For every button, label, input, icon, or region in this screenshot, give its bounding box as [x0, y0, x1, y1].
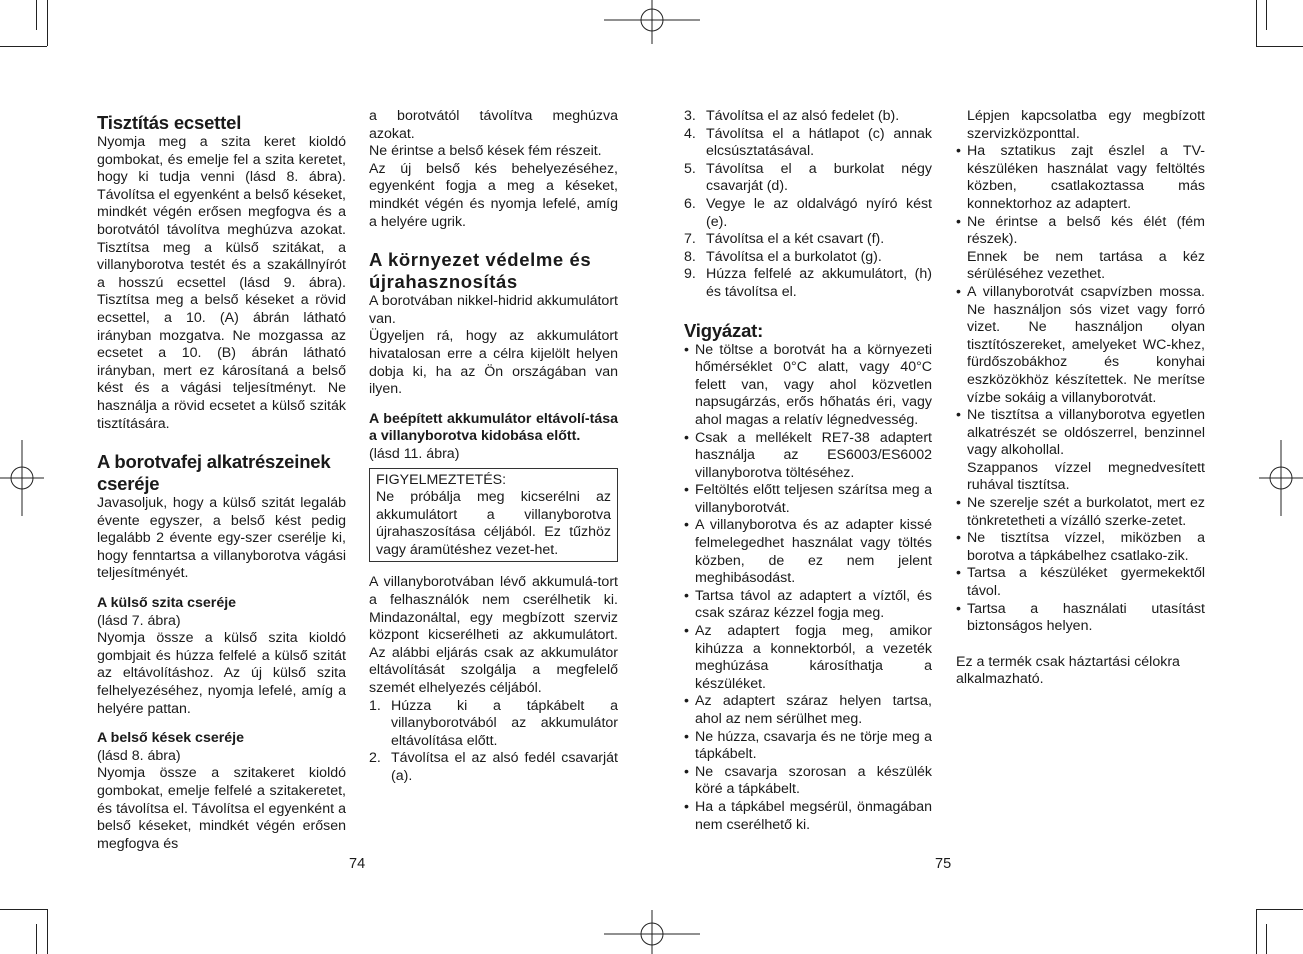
list-item: 8. Távolítsa el a burkolatot (g). [684, 248, 882, 265]
warning-title: FIGYELMEZTETÉS: [376, 471, 507, 488]
column-2 [369, 108, 618, 786]
registration-mark-right [1259, 440, 1303, 516]
column-4 [956, 108, 1205, 689]
list-item: • A villanyborotvát csapvízben mossa. Ne használjon sós vizet vagy forró vizet. Ne használjon olyan tisztítószereket, amelyeket WC-khez, fürdőszobákhoz és konyhai eszközökhöz készítettek. Ne merítse vízbe sokáig a villanyborotvát. [956, 284, 1205, 407]
list-item: 7. Távolítsa el a két csavart (f). [684, 231, 885, 248]
crop-mark [36, 924, 37, 954]
list-item: • Ne érintse a belső kés élét (fém részek). Ennek be nem tartása a kéz sérüléséhez vezethet. [956, 214, 1205, 284]
paragraph-do-not-touch: Ne érintse a belső kések fém részeit. [369, 143, 602, 160]
crop-mark [0, 46, 47, 47]
list-item: • Ha sztatikus zajt észlel a TV-készüléken használat vagy feltöltés közben, csatlakoztassa más konnektorhoz az adaptert. [956, 143, 1205, 213]
removal-steps-1 [369, 698, 618, 786]
list-item: • Tartsa a készüléket gyermekektől távol. [956, 565, 1205, 600]
crop-mark [1256, 0, 1257, 46]
list-item: • Az adaptert száraz helyen tartsa, ahol az nem sérülhet meg. [684, 693, 932, 728]
registration-mark-left [0, 440, 44, 516]
warning-box [369, 468, 618, 563]
list-item: 9. Húzza felfelé az akkumulátort, (h) és távolítsa el. [684, 266, 932, 300]
list-item: • Az adaptert fogja meg, amikor kihúzza a konnektorból, a vezeték meghúzása károsíthatja a készüléket. [684, 623, 932, 693]
paragraph-new-blades: Az új belső kés behelyezéséhez, egyenként fogja a meg a késeket, mindkét végén és nyomja lefelé, amíg a helyére ugrik. [369, 160, 618, 230]
paragraph-cleaning: Nyomja meg a szita keret kioldó gombokat, és emelje fel a szita keretet, hogy ki tudja venni (lásd 8. ábra). Távolítsa el egyenként a belső késeket, mindkét végén erősen megfogva és a borotvától távolítva meghúzva azokat. Tisztítsa meg a külső szitákat, a villanyborotva testét és a szakállnyírót a hosszú ecsettel (lásd 9. ábra). Tisztítsa meg a belső késeket a rövid ecsettel, a 10. (A) ábrán látható irányban mozgatva. Ne mozgassa az ecsetet a 10. (B) ábrán látható irányban, mert ez károsítaná a belső kést és a vágási teljesítményt. Ne használja a rövid ecsetet a külső sziták tisztítására. [97, 134, 346, 432]
list-item: 3. Távolítsa el az alsó fedelet (b). [684, 108, 900, 124]
see-figure-7: (lásd 7. ábra) [97, 612, 181, 629]
list-item: 6. Vegye le az oldalvágó nyíró kést (e). [684, 195, 932, 230]
list-item: 4. Távolítsa el a hátlapot (c) annak elcsúsztatásával. [684, 125, 932, 160]
crop-mark [47, 0, 48, 46]
list-item: • Feltöltés előtt teljesen szárítsa meg a villanyborotvát. [684, 482, 932, 517]
crop-mark [1256, 46, 1303, 47]
list-item: • Ne csavarja szorosan a készülék köré a tápkábelt. [684, 764, 932, 799]
list-item: • Ne húzza, csavarja és ne törje meg a tápkábelt. [684, 729, 932, 764]
paragraph-env-1: A borotvában nikkel-hidrid akkumulátort van. [369, 293, 618, 327]
see-figure-11: (lásd 11. ábra) [369, 445, 460, 462]
column-1 [97, 108, 346, 853]
paragraph-env-2: Ügyeljen rá, hogy az akkumulátort hivatalosan erre a célra kijelölt helyen dobja ki, ha az Ön országában van ilyen. [369, 328, 618, 398]
crop-mark [1256, 909, 1257, 954]
see-figure-8: (lásd 8. ábra) [97, 747, 181, 764]
page-number-right: 75 [935, 856, 952, 872]
crop-mark [1256, 909, 1303, 910]
crop-mark [47, 909, 48, 954]
paragraph-inner-blades: Nyomja össze a szitakeret kioldó gombokat, emelje felfelé a szitakeretet, és távolítsa el. Távolítsa el egyenként a belső késeket, mindkét végén erősen megfogva és [97, 765, 346, 852]
registration-mark-top [604, 0, 700, 44]
paragraph-parts: Javasoljuk, hogy a külső szitát legaláb évente egyszer, a belső kést pedig legalább 2 évente egy-szer cserélje ki, hogy fenntartsa a villanyborotva vágási teljesítményét. [97, 495, 346, 582]
paragraph-contact-service: Lépjen kapcsolatba egy megbízott szervizközponttal. [967, 108, 1205, 142]
heading-environment: A környezet védelme és újrahasznosítás [369, 249, 592, 293]
caution-list [684, 342, 932, 835]
list-item: • Ne töltse a borotvát ha a környezeti hőmérséklet 0°C alatt, vagy 40°C felett van, vagy ahol közvetlen napsugárzás, erős hőhatás éri, vagy ahol magas a relatív légnedvesség. [684, 342, 932, 430]
crop-mark [36, 0, 37, 30]
crop-mark [1266, 924, 1267, 954]
heading-cleaning: Tisztítás ecsettel [97, 112, 242, 133]
list-item: • Ne szerelje szét a burkolatot, mert ez tönkretetheti a vízálló szerke-zetet. [956, 495, 1205, 530]
heading-inner-blades: A belső kések cseréje [97, 730, 244, 747]
list-item: 1. Húzza ki a tápkábelt a villanyborotvából az akkumulátor eltávolítása előtt. [369, 697, 618, 749]
page-number-left: 74 [349, 856, 366, 872]
list-item: 5. Távolítsa el a burkolat négy csavarját (d). [684, 160, 932, 195]
list-item: • Ne tisztítsa a villanyborotva egyetlen alkatrészét se oldószerrel, benzinnel vagy alkohollal. Szappanos vízzel megnedvesített ruhával tisztítsa. [956, 407, 1205, 495]
paragraph-outer-foil: Nyomja össze a külső szita kioldó gombjait és húzza felfelé a külső szitát az eltávolításhoz. Az új külső szita felhelyezéséhez, nyomja lefelé, amíg a helyére pattan. [97, 630, 346, 717]
list-item: • Csak a mellékelt RE7-38 adaptert használja az ES6003/ES6002 villanyborotva töltéséhez. [684, 430, 932, 483]
list-item: • Tartsa a használati utasítást biztonságos helyen. [956, 601, 1205, 636]
paragraph-battery: A villanyborotvában lévő akkumulá-tort a felhasználók nem cserélhetik ki. Mindazonáltal, egy megbízott szerviz központ kicserélheti az akkumulátort. Az alábbi eljárás csak az akkumulátor eltávolítását szolgálja a megfelelő szemét elhelyezés céljából. [369, 574, 618, 697]
list-item: • A villanyborotva és az adapter kissé felmelegedhet használat vagy töltés közben, de ez nem jelent meghibásodást. [684, 517, 932, 587]
list-item: • Ne tisztítsa vízzel, miközben a borotva a tápkábelhez csatlako-zik. [956, 530, 1205, 565]
crop-mark [0, 909, 47, 910]
removal-steps-2 [684, 108, 932, 302]
list-item: 2. Távolítsa el az alsó fedél csavarját (a). [369, 750, 618, 784]
heading-outer-foil: A külső szita cseréje [97, 595, 237, 612]
crop-mark [1266, 0, 1267, 30]
paragraph-household-use: Ez a termék csak háztartási célokra alkalmazható. [956, 653, 1180, 688]
warning-text: Ne próbálja meg kicserélni az akkumulátort a villanyborotva újrahaszosítása céljából. Ez tűzhöz vagy áramütéshez vezet-het. [376, 489, 611, 558]
registration-mark-bottom [604, 910, 700, 954]
column-3 [684, 108, 932, 834]
list-item: • Ha a tápkábel megsérül, önmagában nem cserélhető ki. [684, 799, 932, 834]
paragraph-continued: a borotvától távolítva meghúzva azokat. [369, 108, 618, 142]
caution-list-continued [956, 143, 1205, 636]
heading-parts-replacement: A borotvafej alkatrészeinek cseréje [97, 451, 331, 495]
list-item: • Tartsa távol az adaptert a víztől, és csak száraz kézzel fogja meg. [684, 588, 932, 623]
heading-battery-removal: A beépített akkumulátor eltávolí-tása a villanyborotva kidobása előtt. [369, 410, 618, 445]
heading-caution: Vigyázat: [684, 319, 764, 341]
